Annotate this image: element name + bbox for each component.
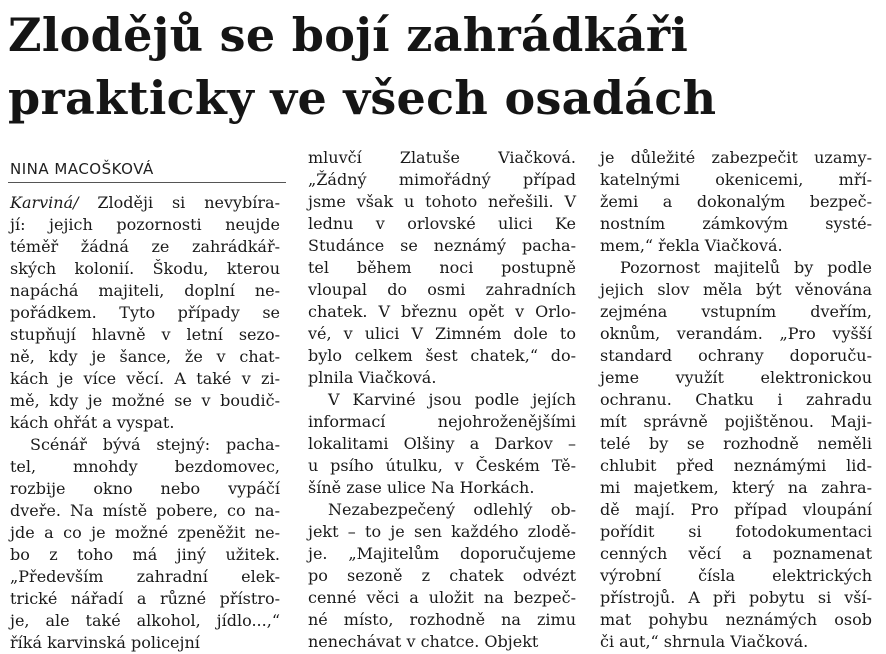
- article-line: říká karvinská policejní: [10, 633, 200, 652]
- article-line: ně, kdy je šance, že v chat-: [10, 347, 280, 366]
- headline-line-2: prakticky ve všech osadách: [8, 71, 717, 125]
- article-column-2: [308, 147, 576, 653]
- article-line: tel, mnohdy bezdomovec,: [10, 457, 280, 476]
- article-line: je. „Majitelům doporučujeme: [308, 544, 576, 563]
- article-line: stupňují hlavně v letní sezo-: [10, 325, 280, 344]
- article-line: bo z toho má jiný užitek.: [10, 545, 280, 564]
- article-line: mít správně pojištěnou. Maji-: [600, 412, 872, 431]
- article-line: lednu v orlovské ulici Ke: [308, 214, 576, 233]
- article-line: jsme však u tohoto neřešili. V: [308, 192, 576, 211]
- article-line: kách ohřát a vyspat.: [10, 413, 175, 432]
- article-line: Studánce se neznámý pacha-: [308, 236, 576, 255]
- article-line: Pozornost majitelů by podle: [620, 258, 872, 277]
- article-line: jejich slov měla být věnována: [600, 280, 872, 299]
- dateline-place: Karviná/: [10, 193, 79, 212]
- article-line: dveře. Na místě pobere, co na-: [10, 501, 280, 520]
- article-line: Karviná/ Zloději si nevybíra-: [10, 193, 280, 212]
- author-byline: NINA MACOŠKOVÁ: [10, 160, 154, 178]
- article-line: je, ale také alkohol, jídlo...,“: [10, 611, 280, 630]
- headline-line-1: Zlodějů se bojí zahrádkáři: [8, 8, 689, 62]
- article-line: bylo celkem šest chatek,“ do-: [308, 346, 576, 365]
- article-line: né místo, rozhodně na zimu: [308, 610, 576, 629]
- article-line: či aut,“ shrnula Viačková.: [600, 632, 809, 651]
- article-line: „Žádný mimořádný případ: [308, 170, 576, 189]
- article-line: mat pohybu neznámých osob: [600, 610, 872, 629]
- article-line: plnila Viačková.: [308, 368, 437, 387]
- article-line: u psího útulku, v Českém Tě-: [308, 456, 576, 475]
- article-line: jde a co je možné zpeněžit ne-: [10, 523, 280, 542]
- article-line: šíně zase ulice Na Horkách.: [308, 478, 535, 497]
- article-line: pořídit si fotodokumentaci: [600, 522, 872, 541]
- article-line: V Karviné jsou podle jejích: [328, 390, 576, 409]
- article-column-3: [600, 147, 872, 653]
- article-headline: [8, 4, 878, 130]
- article-line: je důležité zabezpečit uzamy-: [600, 148, 872, 167]
- article-line: trické nářadí a různé přístro-: [10, 589, 280, 608]
- article-line: jekt – to je sen každého zlodě-: [308, 522, 576, 541]
- article-line: ochranu. Chatku i zahradu: [600, 390, 872, 409]
- article-line: cenných věcí a poznamenat: [600, 544, 872, 563]
- byline-rule: [8, 182, 286, 183]
- article-line: pořádkem. Tyto případy se: [10, 303, 280, 322]
- article-line: telé by se rozhodně neměli: [600, 434, 872, 453]
- article-line: lokalitami Olšiny a Darkov –: [308, 434, 576, 453]
- article-line: žemi a dokonalým bezpeč-: [600, 192, 872, 211]
- article-line: přístrojů. A při pobytu si vší-: [600, 588, 872, 607]
- article-line: téměř žádná ze zahrádkář-: [10, 237, 280, 256]
- article-line: mem,“ řekla Viačková.: [600, 236, 783, 255]
- article-line: Nezabezpečený odlehlý ob-: [328, 500, 576, 519]
- article-line: chatek. V březnu opět v Orlo-: [308, 302, 576, 321]
- article-line: jeme využít elektronickou: [600, 368, 872, 387]
- article-line: výrobní čísla elektrických: [600, 566, 872, 585]
- article-line: katelnými okenicemi, mří-: [600, 170, 872, 189]
- article-line: jí: jejich pozornosti neujde: [10, 215, 280, 234]
- article-line: ských kolonií. Škodu, kterou: [10, 259, 280, 278]
- article-line: informací nejohroženějšími: [308, 412, 576, 431]
- article-line: mě, kdy je možné se v boudič-: [10, 391, 280, 410]
- article-column-1: [10, 192, 280, 654]
- article-line: oknům, verandám. „Pro vyšší: [600, 324, 872, 343]
- article-line: Scénář bývá stejný: pacha-: [30, 435, 280, 454]
- article-line: po sezoně z chatek odvézt: [308, 566, 576, 585]
- article-line: cenné věci a uložit na bezpeč-: [308, 588, 576, 607]
- article-line: napáchá majiteli, doplní ne-: [10, 281, 280, 300]
- article-line: tel během noci postupně: [308, 258, 576, 277]
- article-line: nenechávat v chatce. Objekt: [308, 632, 539, 651]
- article-line: kách je více věcí. A také v zi-: [10, 369, 280, 388]
- article-line: vé, v ulici V Zimném dole to: [308, 324, 576, 343]
- article-line: mi majetkem, který na zahra-: [600, 478, 872, 497]
- article-line: zejména vstupním dveřím,: [600, 302, 872, 321]
- article-line: nostním zámkovým systé-: [600, 214, 872, 233]
- article-line: rozbije okno nebo vypáčí: [10, 479, 280, 498]
- article-line: vloupal do osmi zahradních: [308, 280, 576, 299]
- article-line: mluvčí Zlatuše Viačková.: [308, 148, 576, 167]
- article-line: „Především zahradní elek-: [10, 567, 280, 586]
- article-line: standard ochrany doporuču-: [600, 346, 872, 365]
- article-line: dě mají. Pro případ vloupání: [600, 500, 872, 519]
- article-line: chlubit před neznámými lid-: [600, 456, 872, 475]
